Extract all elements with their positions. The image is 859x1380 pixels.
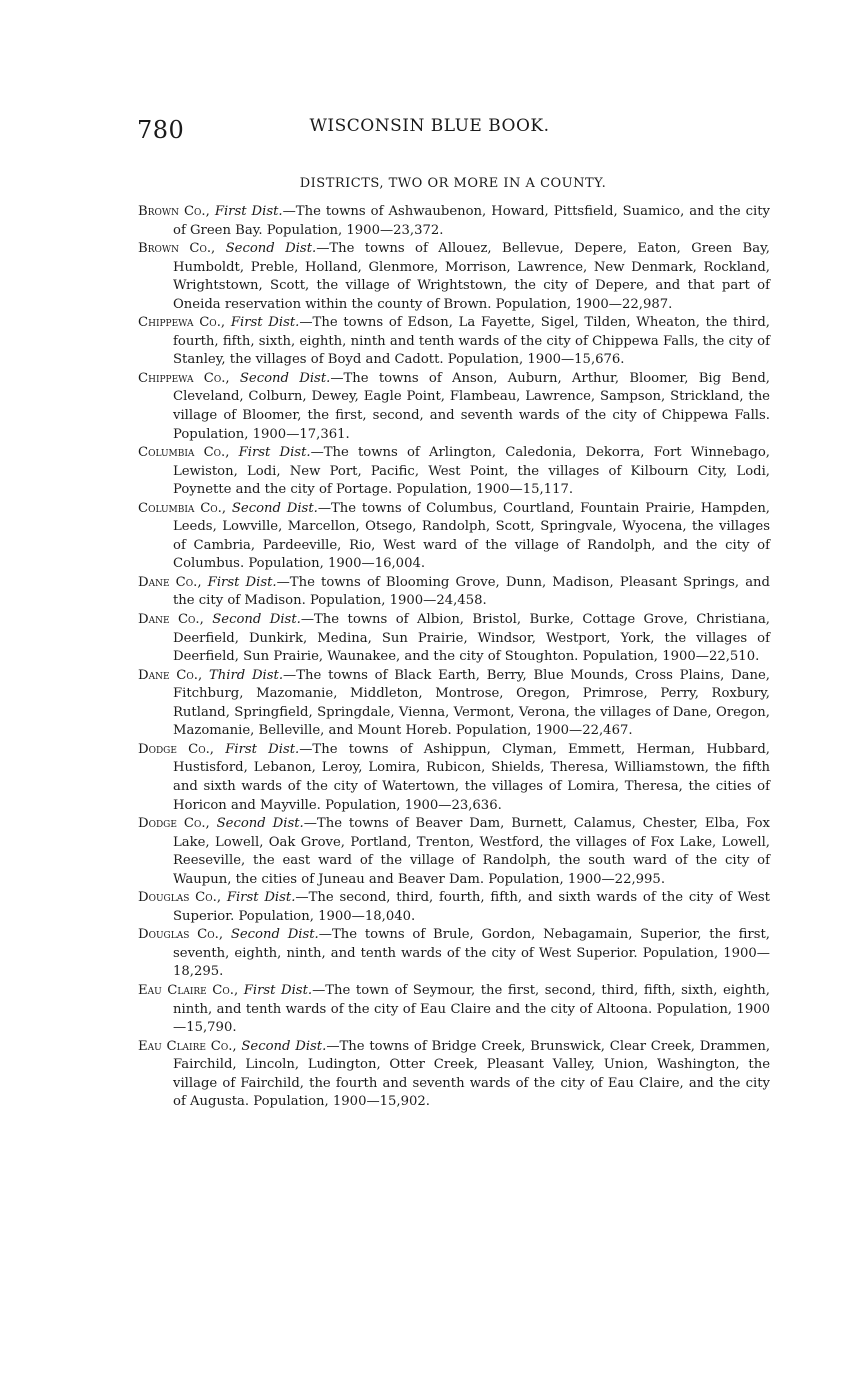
district-entry	[138, 1038, 770, 1112]
district-entry	[138, 203, 770, 240]
district-name: First Dist.	[230, 315, 300, 331]
district-entry	[138, 889, 770, 926]
district-description: The towns of Edson, La Fayette, Sigel, Tilden, Wheaton, the third, fourth, fifth, sixth, eighth, ninth and tenth wards of the city of Chippewa Falls, the city of Stanley, the villages of Boyd and Cadott. Population, 1900—15,676.	[173, 315, 770, 368]
district-name: First Dist.	[214, 204, 283, 219]
county-name: Dodge Co.,	[138, 816, 210, 832]
district-entry	[138, 240, 770, 314]
district-entry	[138, 444, 770, 500]
district-name: First Dist.	[225, 741, 300, 757]
county-name: Brown Co.,	[138, 241, 216, 257]
district-entry	[138, 500, 770, 574]
district-description: The towns of Bridge Creek, Brunswick, Clear Creek, Drammen, Fairchild, Lincoln, Ludington, Otter Creek, Pleasant Valley, Union, Washington, the village of Fairchild, the fourth and seventh wards of the city of Eau Claire, and the city of Augusta. Population, 1900—15,902.	[173, 1038, 771, 1110]
county-name: Eau Claire Co.,	[138, 982, 239, 998]
district-entry	[138, 667, 770, 741]
district-name: Second Dist.	[231, 500, 318, 516]
district-name: First Dist.	[226, 890, 296, 906]
county-name: Douglas Co.,	[138, 927, 224, 943]
district-name: First Dist.	[243, 982, 313, 998]
district-description: The second, third, fourth, fifth, and sixth wards of the city of West Superior. Population, 1900—18,040.	[173, 890, 770, 924]
district-description: The towns of Beaver Dam, Burnett, Calamus, Chester, Elba, Fox Lake, Lowell, Oak Grove, Portland, Trenton, Westford, the villages of Fox Lake, Lowell, Reeseville, the east ward of the village of Randolph, the south ward of the city of Waupun, the cities of Juneau and Beaver Dam. Population, 1900—22,995.	[173, 816, 770, 887]
district-description: The towns of Brule, Gordon, Nebagamain, Superior, the first, seventh, eighth, ninth, and tenth wards of the city of West Superior. Population, 1900—18,295.	[173, 927, 770, 980]
district-name: Second Dist.	[241, 1038, 327, 1054]
district-entry	[138, 926, 770, 982]
district-description: The towns of Ashwaubenon, Howard, Pittsfield, Suamico, and the city of Green Bay. Population, 1900—23,372.	[173, 204, 770, 238]
county-name: Eau Claire Co.,	[138, 1038, 237, 1054]
district-name: Second Dist.	[225, 241, 317, 257]
district-entry	[138, 314, 770, 370]
district-description: The towns of Columbus, Courtland, Fountain Prairie, Hampden, Leeds, Lowville, Marcellon, Otsego, Randolph, Scott, Springvale, Wyocena, the villages of Cambria, Pardeeville, Rio, West ward of the village of Randolph, and the city of Columbus. Population, 1900—16,004.	[173, 500, 770, 572]
county-name: Columbia Co.,	[138, 500, 227, 516]
district-name: Second Dist.	[230, 927, 319, 943]
district-entry	[138, 741, 770, 815]
county-name: Columbia Co.,	[138, 445, 230, 461]
county-name: Chippewa Co.,	[138, 315, 226, 331]
district-entry	[138, 815, 770, 889]
county-name: Dane Co.,	[138, 574, 202, 590]
running-title: WISCONSIN BLUE BOOK.	[309, 116, 550, 136]
district-description: The towns of Albion, Bristol, Burke, Cottage Grove, Christiana, Deerfield, Dunkirk, Medina, Sun Prairie, Windsor, Westport, York, the villages of Deerfield, Sun Prairie, Waunakee, and the city of Stoughton. Population, 1900—22,510.	[173, 612, 770, 665]
district-name: First Dist.	[207, 574, 277, 590]
district-description: The towns of Blooming Grove, Dunn, Madison, Pleasant Springs, and the city of Madison. Population, 1900—24,458.	[173, 574, 770, 609]
county-name: Chippewa Co.,	[138, 370, 230, 386]
county-name: Dane Co.,	[138, 612, 204, 628]
district-entry	[138, 611, 770, 667]
district-name: Second Dist.	[216, 816, 304, 832]
county-name: Dane Co.,	[138, 667, 203, 683]
district-entry	[138, 982, 770, 1038]
district-description: The towns of Anson, Auburn, Arthur, Bloomer, Big Bend, Cleveland, Colburn, Dewey, Eagle Point, Flambeau, Lawrence, Sampson, Strickland, the village of Bloomer, the first, second, and seventh wards of the city of Chippewa Falls. Population, 1900—17,361.	[173, 370, 770, 442]
district-entry	[138, 574, 770, 611]
county-name: Douglas Co.,	[138, 890, 222, 906]
district-name: Second Dist.	[212, 612, 301, 628]
district-description: The towns of Allouez, Bellevue, Depere, Eaton, Green Bay, Humboldt, Preble, Holland, Glenmore, Morrison, Lawrence, New Denmark, Rockland, Wrightstown, Scott, the village of Wrightstown, the city of Depere, and that part of Oneida reservation within the county of Brown. Population, 1900—22,987.	[173, 241, 770, 312]
district-description: The towns of Ashippun, Clyman, Emmett, Herman, Hubbard, Hustisford, Lebanon, Leroy, Lomira, Rubicon, Shields, Theresa, Williamstown, the fifth and sixth wards of the city of Watertown, the villages of Lomira, Theresa, the cities of Horicon and Mayville. Population, 1900—23,636.	[173, 741, 770, 813]
section-heading: DISTRICTS, TWO OR MORE IN A COUNTY.	[299, 176, 607, 191]
district-name: Second Dist.	[239, 370, 331, 386]
district-name: Third Dist.	[208, 667, 284, 683]
district-description: The towns of Arlington, Caledonia, Dekorra, Fort Winnebago, Lewiston, Lodi, New Port, Pacific, West Point, the villages of Kilbourn City, Lodi, Poynette and the city of Portage. Population, 1900—15,117.	[173, 445, 770, 498]
county-name: Brown Co.,	[138, 204, 210, 219]
district-list	[138, 203, 770, 1112]
county-name: Dodge Co.,	[138, 741, 214, 757]
district-description: The towns of Black Earth, Berry, Blue Mounds, Cross Plains, Dane, Fitchburg, Mazomanie, Middleton, Montrose, Oregon, Primrose, Perry, Roxbury, Rutland, Springfield, Springdale, Vienna, Vermont, Verona, the villages of Dane, Oregon, Mazomanie, Belleville, and Mount Horeb. Population, 1900—22,467.	[173, 667, 771, 739]
page-number: 780	[137, 116, 185, 144]
district-entry	[138, 370, 770, 444]
district-name: First Dist.	[238, 445, 311, 461]
district-description: The town of Seymour, the first, second, third, fifth, sixth, eighth, ninth, and tenth wards of the city of Eau Claire and the city of Altoona. Population, 1900—15,790.	[173, 982, 770, 1036]
